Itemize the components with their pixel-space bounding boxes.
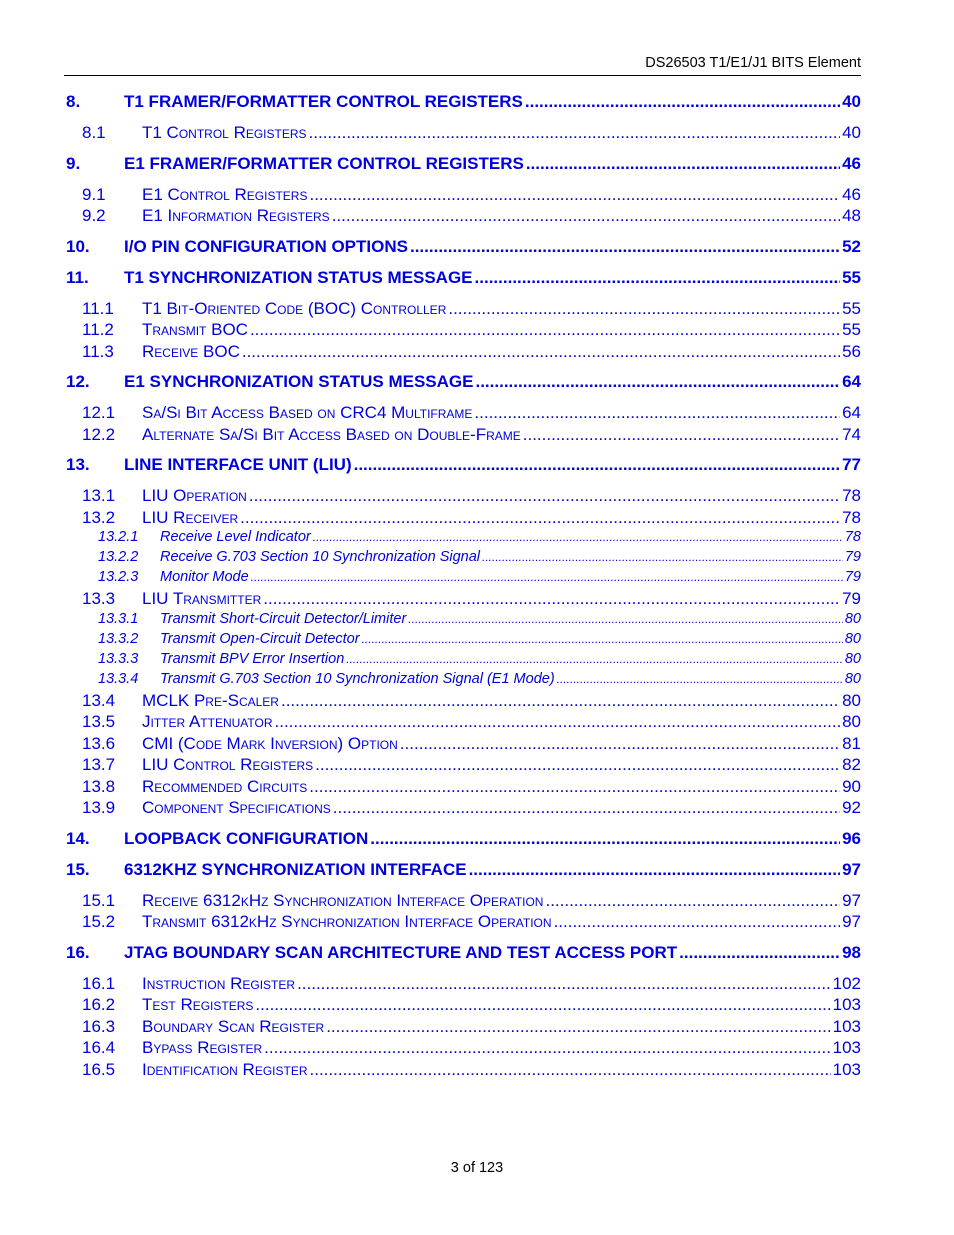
dot-leader <box>679 943 840 963</box>
toc-entry-number: 13.2 <box>82 507 116 527</box>
toc-entry-title[interactable]: LIU Control Registers <box>142 755 314 774</box>
toc-entry-number: 13.8 <box>82 776 116 796</box>
toc-entry-title[interactable]: Instruction Register <box>142 973 296 993</box>
toc-entry-number: 12.2 <box>82 424 116 444</box>
toc-entry[interactable] <box>64 92 861 114</box>
toc-entry-title[interactable]: Sa/Si Bit Access Based on CRC4 Multiframe <box>142 403 473 422</box>
toc-entry[interactable] <box>64 589 861 611</box>
dot-leader <box>545 891 840 911</box>
dot-leader <box>240 508 840 528</box>
toc-entry-title[interactable]: Recommended Circuits <box>142 776 308 796</box>
toc-entry-title[interactable]: E1 Control Registers <box>142 184 308 204</box>
toc-entry-title[interactable]: Alternate Sa/Si Bit Access Based on Double-Frame <box>142 424 521 444</box>
toc-entry-number: 13.2.2 <box>98 549 139 565</box>
toc-entry-number: 13.3.1 <box>98 610 139 627</box>
toc-entry-title[interactable]: Transmit BPV Error Insertion <box>160 650 345 667</box>
dot-leader <box>474 403 840 423</box>
toc-entry[interactable] <box>64 611 861 631</box>
toc-entry-page[interactable]: 56 <box>842 341 861 361</box>
dot-leader <box>475 268 841 288</box>
dot-leader <box>281 691 840 711</box>
toc-entry-title[interactable]: Receive BOC <box>142 341 240 361</box>
dot-leader <box>309 123 841 143</box>
document-title: DS26503 T1/E1/J1 BITS Element <box>645 55 861 71</box>
toc-entry-page[interactable]: 103 <box>832 1059 861 1079</box>
toc-entry[interactable] <box>64 777 861 799</box>
toc-entry-number: 11.3 <box>82 341 114 361</box>
toc-entry-number: 15.2 <box>82 912 116 931</box>
dot-leader <box>523 425 840 445</box>
toc-entry-page[interactable]: 97 <box>842 890 861 910</box>
dot-leader <box>346 652 843 666</box>
toc-entry-title[interactable]: T1 SYNCHRONIZATION STATUS MESSAGE <box>124 267 473 287</box>
toc-entry-title[interactable]: Test Registers <box>142 995 254 1014</box>
toc-entry[interactable] <box>64 154 861 176</box>
toc-entry[interactable] <box>64 372 861 394</box>
dot-leader <box>408 612 843 626</box>
toc-entry[interactable] <box>64 529 861 549</box>
toc-entry-title[interactable]: CMI (Code Mark Inversion) Option <box>142 733 398 753</box>
toc-entry-page[interactable]: 78 <box>842 486 861 505</box>
toc-entry-title[interactable]: E1 SYNCHRONIZATION STATUS MESSAGE <box>124 372 474 391</box>
toc-entry[interactable] <box>64 631 861 651</box>
toc-entry-title[interactable]: E1 Information Registers <box>142 206 330 225</box>
toc-entry-number: 15. <box>66 859 90 879</box>
toc-entry-title[interactable]: LIU Transmitter <box>142 589 262 608</box>
toc-entry[interactable] <box>64 691 861 713</box>
toc-entry-page[interactable]: 90 <box>842 776 861 796</box>
toc-entry-number: 9.2 <box>82 206 106 225</box>
toc-entry-number: 13.2.1 <box>98 529 139 545</box>
dot-leader <box>326 1017 830 1037</box>
toc-entry[interactable] <box>64 569 861 589</box>
toc-entry-title[interactable]: T1 Control Registers <box>142 123 307 142</box>
toc-entry-number: 16.4 <box>82 1038 116 1057</box>
dot-leader <box>554 912 841 932</box>
dot-leader <box>475 372 840 392</box>
toc-entry-number: 13.3.4 <box>98 670 139 687</box>
toc-entry[interactable] <box>64 206 861 228</box>
dot-leader <box>251 570 843 584</box>
toc-entry-number: 13.2.3 <box>98 569 139 585</box>
toc-entry-title[interactable]: LIU Receiver <box>142 507 239 527</box>
toc-entry[interactable] <box>64 403 861 425</box>
toc-entry[interactable] <box>64 712 861 734</box>
toc-entry-page[interactable]: 40 <box>842 92 861 111</box>
toc-entry-page[interactable]: 52 <box>842 236 861 256</box>
toc-entry[interactable] <box>64 798 861 820</box>
toc-entry-page[interactable]: 79 <box>844 549 861 565</box>
toc-entry-page[interactable]: 80 <box>844 630 861 647</box>
toc-entry-page[interactable]: 48 <box>842 206 861 225</box>
toc-entry-title[interactable]: Transmit Short-Circuit Detector/Limiter <box>160 610 407 627</box>
toc-entry-number: 16.2 <box>82 995 116 1014</box>
toc-entry[interactable] <box>64 829 861 851</box>
toc-entry-page[interactable]: 97 <box>842 912 861 931</box>
toc-entry-page[interactable]: 82 <box>842 755 861 774</box>
toc-entry[interactable] <box>64 995 861 1017</box>
toc-entry[interactable] <box>64 185 861 207</box>
toc-entry-title[interactable]: Identification Register <box>142 1059 308 1079</box>
toc-entry-number: 13.3.3 <box>98 650 139 667</box>
dot-leader <box>400 734 840 754</box>
toc-entry-number: 13.3 <box>82 589 116 608</box>
toc-entry-number: 14. <box>66 828 90 848</box>
toc-entry-page[interactable]: 103 <box>832 995 861 1014</box>
toc-entry-page[interactable]: 80 <box>844 670 861 687</box>
toc-entry[interactable] <box>64 943 861 965</box>
toc-entry[interactable] <box>64 508 861 530</box>
toc-entry-number: 11. <box>66 267 89 287</box>
toc-entry-title[interactable]: Receive Level Indicator <box>160 529 311 545</box>
toc-entry-number: 13.4 <box>82 690 116 710</box>
toc-entry[interactable] <box>64 455 861 477</box>
toc-entry-title[interactable]: I/O PIN CONFIGURATION OPTIONS <box>124 236 408 256</box>
dot-leader <box>297 974 831 994</box>
toc-entry-page[interactable]: 55 <box>842 320 861 339</box>
toc-entry[interactable] <box>64 755 861 777</box>
dot-leader <box>469 860 841 880</box>
toc-entry-title[interactable]: Transmit Open-Circuit Detector <box>160 630 360 647</box>
toc-entry-number: 16.3 <box>82 1016 116 1036</box>
dot-leader <box>275 712 841 732</box>
toc-entry[interactable] <box>64 974 861 996</box>
toc-entry-page[interactable]: 92 <box>842 798 861 817</box>
page-footer <box>0 1160 954 1176</box>
dot-leader <box>332 206 840 226</box>
dot-leader <box>249 486 840 506</box>
dot-leader <box>250 320 840 340</box>
toc-entry-title[interactable]: E1 FRAMER/FORMATTER CONTROL REGISTERS <box>124 153 524 173</box>
toc-entry[interactable] <box>64 486 861 508</box>
toc-entry-number: 13.6 <box>82 733 116 753</box>
toc-entry-page[interactable]: 64 <box>842 372 861 391</box>
toc-entry-title[interactable]: Jitter Attenuator <box>142 712 273 731</box>
toc-entry[interactable] <box>64 1060 861 1082</box>
toc-entry-title[interactable]: Boundary Scan Register <box>142 1016 325 1036</box>
toc-entry[interactable] <box>64 671 861 691</box>
toc-entry-page[interactable]: 80 <box>844 650 861 667</box>
table-of-contents <box>64 92 861 1081</box>
toc-entry[interactable] <box>64 123 861 145</box>
toc-entry-title[interactable]: Transmit 6312kHz Synchronization Interface Operation <box>142 912 552 931</box>
dot-leader <box>264 1038 830 1058</box>
page-number: 3 of 123 <box>450 1160 504 1176</box>
toc-entry[interactable] <box>64 860 861 882</box>
toc-entry-number: 11.1 <box>82 298 114 318</box>
toc-entry-page[interactable]: 103 <box>832 1016 861 1036</box>
toc-entry[interactable] <box>64 549 861 569</box>
toc-entry-title[interactable]: LOOPBACK CONFIGURATION <box>124 828 369 848</box>
toc-entry[interactable] <box>64 891 861 913</box>
dot-leader <box>242 342 840 362</box>
toc-entry-number: 9. <box>66 153 81 173</box>
dot-leader <box>313 530 843 544</box>
toc-entry-number: 13.9 <box>82 798 116 817</box>
toc-entry[interactable] <box>64 1038 861 1060</box>
toc-entry-title[interactable]: Bypass Register <box>142 1038 263 1057</box>
toc-entry-title[interactable]: LIU Operation <box>142 486 247 505</box>
dot-leader <box>448 299 840 319</box>
dot-leader <box>482 550 843 564</box>
toc-entry[interactable] <box>64 299 861 321</box>
toc-entry-page[interactable]: 102 <box>832 973 861 993</box>
toc-entry[interactable] <box>64 268 861 290</box>
toc-entry-page[interactable]: 74 <box>842 424 861 444</box>
toc-entry-number: 13.1 <box>82 486 116 505</box>
toc-entry-number: 12.1 <box>82 403 116 422</box>
toc-entry-page[interactable]: 78 <box>842 507 861 527</box>
toc-entry-title[interactable]: T1 Bit-Oriented Code (BOC) Controller <box>142 298 447 318</box>
toc-entry[interactable] <box>64 651 861 671</box>
toc-entry-number: 9.1 <box>82 184 106 204</box>
toc-entry-page[interactable]: 46 <box>842 184 861 204</box>
toc-entry-page[interactable]: 55 <box>842 267 861 287</box>
toc-entry-number: 16.1 <box>82 973 116 993</box>
dot-leader <box>410 237 840 257</box>
toc-entry[interactable] <box>64 912 861 934</box>
page-header <box>64 55 861 76</box>
toc-entry-page[interactable]: 80 <box>842 690 861 710</box>
toc-entry-number: 11.2 <box>82 320 114 339</box>
toc-entry[interactable] <box>64 237 861 259</box>
toc-entry-number: 13.7 <box>82 755 116 774</box>
dot-leader <box>309 185 840 205</box>
toc-entry-title[interactable]: LINE INTERFACE UNIT (LIU) <box>124 455 352 474</box>
toc-entry-page[interactable]: 79 <box>844 569 861 585</box>
toc-entry[interactable] <box>64 320 861 342</box>
toc-entry-page[interactable]: 40 <box>842 123 861 142</box>
toc-entry[interactable] <box>64 1017 861 1039</box>
toc-entry-page[interactable]: 79 <box>842 589 861 608</box>
toc-entry-title[interactable]: JTAG BOUNDARY SCAN ARCHITECTURE AND TEST ACCESS PORT <box>124 942 678 962</box>
toc-entry-page[interactable]: 55 <box>842 298 861 318</box>
toc-entry-page[interactable]: 97 <box>842 859 861 879</box>
toc-entry-title[interactable]: Component Specifications <box>142 798 331 817</box>
toc-entry-page[interactable]: 64 <box>842 403 861 422</box>
dot-leader <box>309 777 840 797</box>
dot-leader <box>525 92 840 112</box>
toc-entry-title[interactable]: Transmit G.703 Section 10 Synchronization Signal (E1 Mode) <box>160 670 555 687</box>
toc-entry[interactable] <box>64 425 861 447</box>
toc-entry-page[interactable]: 77 <box>842 455 861 474</box>
dot-leader <box>255 995 830 1015</box>
dot-leader <box>333 798 840 818</box>
toc-entry-page[interactable]: 80 <box>842 712 861 731</box>
toc-entry[interactable] <box>64 734 861 756</box>
toc-entry-number: 12. <box>66 372 90 391</box>
toc-entry-number: 13.3.2 <box>98 630 139 647</box>
dot-leader <box>263 589 840 609</box>
toc-entry-title[interactable]: Transmit BOC <box>142 320 248 339</box>
dot-leader <box>310 1060 831 1080</box>
toc-entry-title[interactable]: MCLK Pre-Scaler <box>142 690 279 710</box>
toc-entry-page[interactable]: 80 <box>844 610 861 627</box>
toc-entry-number: 13.5 <box>82 712 116 731</box>
toc-entry-title[interactable]: 6312KHZ SYNCHRONIZATION INTERFACE <box>124 859 467 879</box>
toc-entry-page[interactable]: 81 <box>842 733 861 753</box>
toc-entry-number: 8.1 <box>82 123 106 142</box>
dot-leader <box>526 154 840 174</box>
dot-leader <box>315 755 840 775</box>
toc-entry-title[interactable]: T1 FRAMER/FORMATTER CONTROL REGISTERS <box>124 92 523 111</box>
toc-entry-number: 8. <box>66 92 81 111</box>
dot-leader <box>362 632 843 646</box>
dot-leader <box>354 455 840 475</box>
toc-entry-page[interactable]: 46 <box>842 153 861 173</box>
toc-entry[interactable] <box>64 342 861 364</box>
toc-entry-number: 13. <box>66 455 90 474</box>
toc-entry-title[interactable]: Receive G.703 Section 10 Synchronization Signal <box>160 549 480 565</box>
toc-entry-number: 16. <box>66 942 90 962</box>
toc-entry-page[interactable]: 96 <box>842 828 861 848</box>
toc-entry-title[interactable]: Receive 6312kHz Synchronization Interface Operation <box>142 890 544 910</box>
toc-entry-number: 15.1 <box>82 890 116 910</box>
toc-entry-page[interactable]: 103 <box>832 1038 861 1057</box>
dot-leader <box>370 829 840 849</box>
toc-entry-page[interactable]: 98 <box>842 942 861 962</box>
toc-entry-number: 16.5 <box>82 1059 116 1079</box>
toc-entry-page[interactable]: 78 <box>844 529 861 545</box>
toc-entry-title[interactable]: Monitor Mode <box>160 569 249 585</box>
dot-leader <box>557 672 843 686</box>
toc-entry-number: 10. <box>66 236 90 256</box>
